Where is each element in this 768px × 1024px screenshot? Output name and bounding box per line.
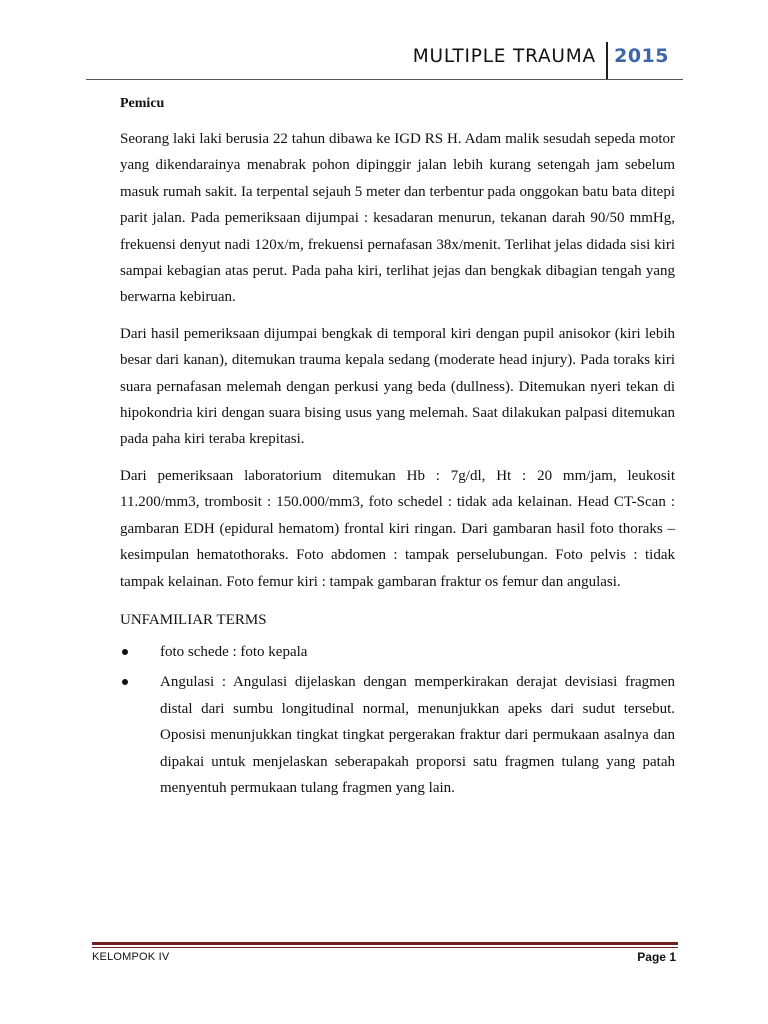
term-text: Angulasi : Angulasi dijelaskan dengan memperkirakan derajat devisiasi fragmen distal dari sumbu longitudinal normal, menunjukkan apeks dari sudut tersebut. Oposisi menunjukkan tingkat tingkat pergerakan fraktur dari permukaan asalnya dan dipakai untuk menjelaskan seberapakah proporsi satu fragmen tulang yang patah menyentuh permukaan tulang fragmen yang lain. (160, 674, 675, 796)
page-body (120, 94, 675, 805)
unfamiliar-terms-heading: UNFAMILIAR TERMS (120, 611, 267, 628)
footer-rule-thin (92, 947, 678, 948)
document-year: 2015 (614, 45, 669, 67)
list-item (120, 639, 675, 665)
page-number: Page 1 (637, 950, 676, 964)
term-text: foto schede : foto kepala (160, 643, 308, 660)
bullet-icon (122, 649, 128, 655)
list-item (120, 669, 675, 801)
page-header (86, 38, 683, 80)
document-title: MULTIPLE TRAUMA (412, 46, 596, 67)
terms-list (120, 639, 675, 801)
header-separator (606, 42, 608, 80)
paragraph-lab: Dari pemeriksaan laboratorium ditemukan Hb : 7g/dl, Ht : 20 mm/jam, leukosit 11.200/mm3, trombosit : 150.000/mm3, foto schedel : tidak ada kelainan. Head CT-Scan : gambaran EDH (epidural hematom) frontal kiri ringan. Dari gambaran hasil foto thoraks – kesimpulan hematothoraks. Foto abdomen : tampak perselubungan. Foto pelvis : tidak tampak kelainan. Foto femur kiri : tampak gambaran fraktur os femur dan angulasi. (120, 467, 675, 590)
bullet-icon (122, 679, 128, 685)
header-rule (86, 79, 683, 80)
paragraph-exam: Dari hasil pemeriksaan dijumpai bengkak di temporal kiri dengan pupil anisokor (kiri lebih besar dari kanan), ditemukan trauma kepala sedang (moderate head injury). Pada toraks kiri suara pernafasan melemah dengan perkusi yang beda (dullness). Ditemukan nyeri tekan di hipokondria kiri dengan suara bising usus yang melemah. Saat dilakukan palpasi ditemukan pada paha kiri teraba krepitasi. (120, 325, 675, 448)
group-name: KELOMPOK IV (92, 951, 170, 963)
page-footer (92, 942, 678, 982)
pemicu-heading: Pemicu (120, 96, 165, 111)
paragraph-case: Seorang laki laki berusia 22 tahun dibawa ke IGD RS H. Adam malik sesudah sepeda motor yang dikendarainya menabrak pohon dipinggir jalan lebih kurang setengah jam sebelum masuk rumah sakit. Ia terpental sejauh 5 meter dan terbentur pada onggokan batu bata ditepi parit jalan. Pada pemeriksaan dijumpai : kesadaran menurun, tekanan darah 90/50 mmHg, frekuensi denyut nadi 120x/m, frekuensi pernafasan 38x/menit. Terlihat jelas didada sisi kiri sampai kebagian atas perut. Pada paha kiri, terlihat jejas dan bengkak dibagian tengah yang berwarna kebiruan. (120, 131, 675, 306)
footer-rule-thick (92, 942, 678, 945)
